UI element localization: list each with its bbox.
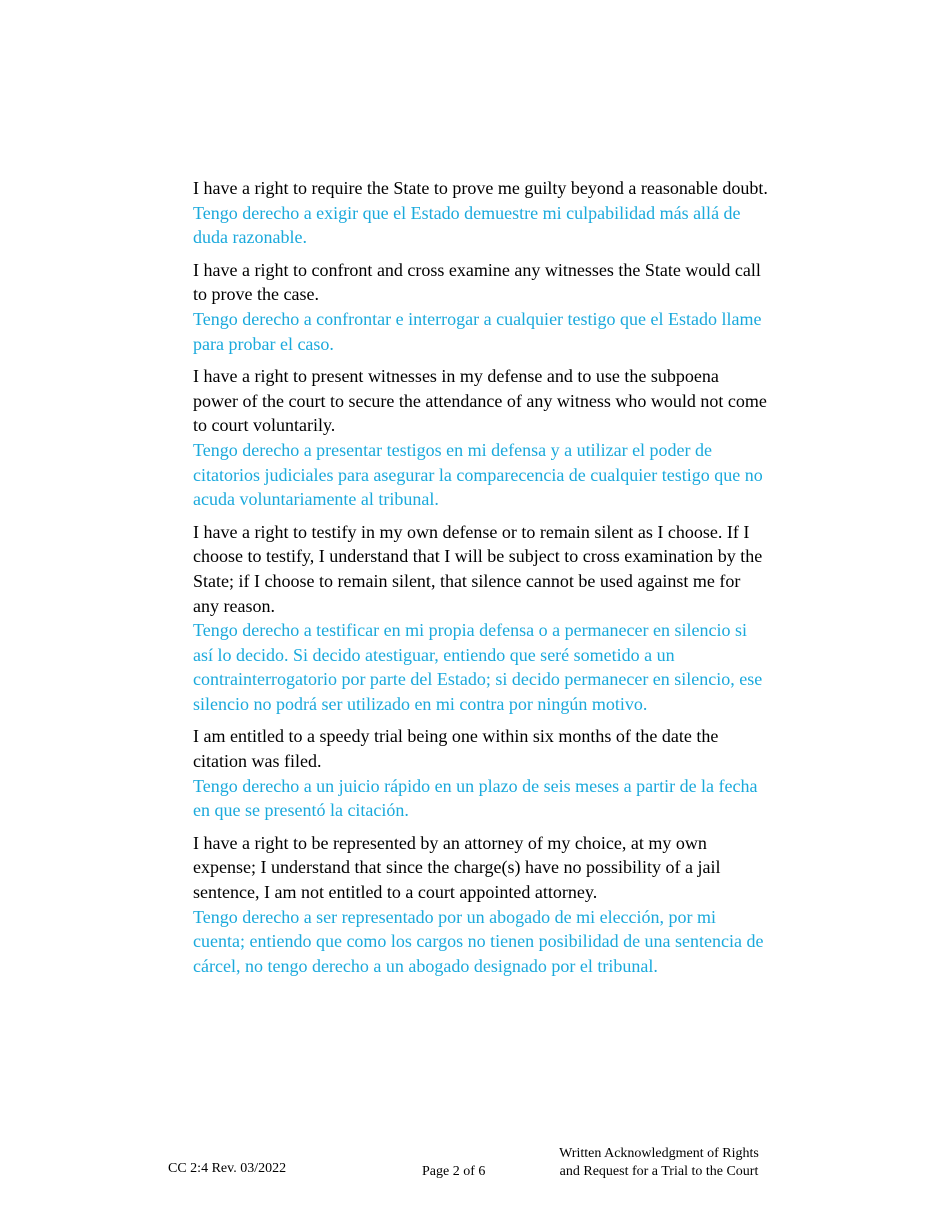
right-proof-beyond-doubt bbox=[193, 176, 793, 250]
right-confront-witnesses bbox=[193, 258, 793, 356]
english-text: I have a right to require the State to prove me guilty beyond a reasonable doubt. bbox=[193, 178, 768, 198]
english-text: I am entitled to a speedy trial being one within six months of the date the citation was filed. bbox=[193, 726, 719, 772]
right-testify-or-silent bbox=[193, 520, 793, 717]
form-title: Written Acknowledgment of Rights and Request for a Trial to the Court bbox=[559, 1146, 759, 1179]
right-present-witnesses bbox=[193, 364, 793, 512]
right-speedy-trial bbox=[193, 724, 793, 822]
spanish-text: Tengo derecho a confrontar e interrogar a cualquier testigo que el Estado llame para probar el caso. bbox=[193, 308, 762, 354]
english-text: I have a right to confront and cross examine any witnesses the State would call to prove the case. bbox=[193, 259, 761, 305]
spanish-text: Tengo derecho a ser representado por un abogado de mi elección, por mi cuenta; entiendo que como los cargos no tienen posibilidad de una sentencia de cárcel, no tengo derecho a un abogado designado por el tribunal. bbox=[193, 906, 764, 976]
english-text: I have a right to testify in my own defense or to remain silent as I choose. If I choose to testify, I understand that I will be subject to cross examination by the State; if I choose to remain silent, that silence cannot be used against me for any reason. bbox=[193, 521, 763, 616]
spanish-text: Tengo derecho a presentar testigos en mi defensa y a utilizar el poder de citatorios judiciales para asegurar la comparecencia de cualquier testigo que no acuda voluntariamente al tribunal. bbox=[193, 439, 763, 510]
right-attorney bbox=[193, 831, 793, 979]
spanish-text: Tengo derecho a un juicio rápido en un plazo de seis meses a partir de la fecha en que se presentó la citación. bbox=[193, 775, 758, 821]
english-text: I have a right to be represented by an attorney of my choice, at my own expense; I understand that since the charge(s) have no possibility of a jail sentence, I am not entitled to a court appointed attorney. bbox=[193, 832, 721, 903]
form-id: CC 2:4 Rev. 03/2022 bbox=[168, 1161, 287, 1176]
english-text: I have a right to present witnesses in my defense and to use the subpoena power of the court to secure the attendance of any witness who would not come to court voluntarily. bbox=[193, 366, 767, 436]
spanish-text: Tengo derecho a testificar en mi propia defensa o a permanecer en silencio si así lo decido. Si decido atestiguar, entiendo que seré sometido a un contrainterrogatorio por parte del Estado; si decido permanecer en silencio, ese silencio no podrá ser utilizado en mi contra por ningún motivo. bbox=[193, 620, 763, 714]
page-number: Page 2 of 6 bbox=[422, 1164, 486, 1179]
rights-list bbox=[193, 176, 793, 986]
spanish-text: Tengo derecho a exigir que el Estado demuestre mi culpabilidad más allá de duda razonable. bbox=[193, 202, 741, 248]
